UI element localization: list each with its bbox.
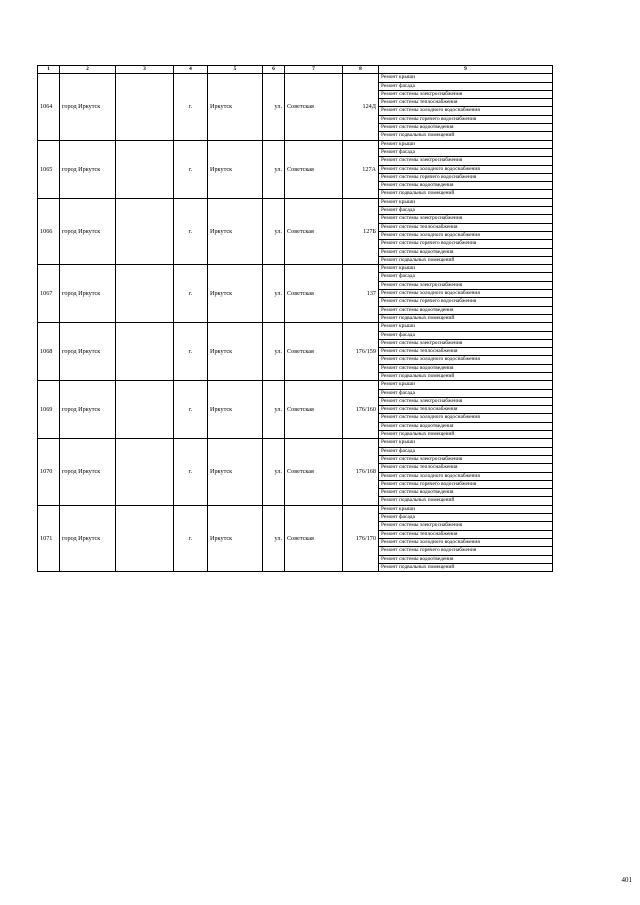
work-item: Ремонт системы водоотведения: [379, 182, 553, 190]
work-item: Ремонт системы водоотведения: [379, 248, 553, 256]
record-number: 1068: [38, 323, 60, 381]
settlement-type: г.: [174, 198, 208, 264]
page-number: 401: [621, 876, 632, 884]
empty-cell: [116, 74, 174, 140]
work-item: Ремонт системы холодного водоснабжения: [379, 231, 553, 239]
header-cell: 1: [38, 66, 60, 74]
settlement-type: г.: [174, 265, 208, 323]
work-item: Ремонт системы холодного водоснабжения: [379, 472, 553, 480]
work-item: Ремонт системы горячего водоснабжения: [379, 298, 553, 306]
work-item: Ремонт подвальных помещений: [379, 256, 553, 264]
street-name: Советская: [285, 439, 343, 505]
empty-cell: [116, 140, 174, 198]
city-name: Иркутск: [208, 505, 263, 571]
work-item: Ремонт системы электроснабжения: [379, 90, 553, 98]
city-name: Иркутск: [208, 323, 263, 381]
record-number: 1071: [38, 505, 60, 571]
street-name: Советская: [285, 140, 343, 198]
work-item: Ремонт системы холодного водоснабжения: [379, 414, 553, 422]
work-item: Ремонт системы холодного водоснабжения: [379, 165, 553, 173]
city-name: Иркутск: [208, 140, 263, 198]
work-item: Ремонт системы электроснабжения: [379, 339, 553, 347]
table-row: [38, 323, 553, 331]
empty-cell: [116, 439, 174, 505]
work-item: Ремонт фасада: [379, 82, 553, 90]
table-row: [38, 381, 553, 389]
record-number: 1069: [38, 381, 60, 439]
settlement-name: город Иркутск: [60, 265, 116, 323]
work-item: Ремонт подвальных помещений: [379, 190, 553, 198]
header-row: [38, 66, 553, 74]
work-item: Ремонт системы горячего водоснабжения: [379, 547, 553, 555]
city-name: Иркутск: [208, 439, 263, 505]
settlement-name: город Иркутск: [60, 439, 116, 505]
record-number: 1067: [38, 265, 60, 323]
street-name: Советская: [285, 505, 343, 571]
work-item: Ремонт системы холодного водоснабжения: [379, 107, 553, 115]
header-cell: 9: [379, 66, 553, 74]
header-cell: 7: [285, 66, 343, 74]
table-body: [38, 74, 553, 572]
work-item: Ремонт крыши: [379, 265, 553, 273]
settlement-type: г.: [174, 323, 208, 381]
work-item: Ремонт фасада: [379, 447, 553, 455]
street-type: ул.: [263, 198, 285, 264]
work-item: Ремонт системы теплоснабжения: [379, 348, 553, 356]
work-item: Ремонт подвальных помещений: [379, 314, 553, 322]
work-item: Ремонт подвальных помещений: [379, 431, 553, 439]
empty-cell: [116, 323, 174, 381]
work-item: Ремонт системы теплоснабжения: [379, 406, 553, 414]
repair-works-table: [37, 65, 553, 572]
settlement-type: г.: [174, 74, 208, 140]
work-item: Ремонт системы горячего водоснабжения: [379, 480, 553, 488]
work-item: Ремонт крыши: [379, 74, 553, 82]
record-number: 1064: [38, 74, 60, 140]
header-cell: 2: [60, 66, 116, 74]
street-type: ул.: [263, 439, 285, 505]
street-type: ул.: [263, 140, 285, 198]
record-number: 1066: [38, 198, 60, 264]
work-item: Ремонт системы электроснабжения: [379, 455, 553, 463]
empty-cell: [116, 265, 174, 323]
work-item: Ремонт подвальных помещений: [379, 132, 553, 140]
work-item: Ремонт системы теплоснабжения: [379, 223, 553, 231]
work-item: Ремонт подвальных помещений: [379, 372, 553, 380]
record-number: 1065: [38, 140, 60, 198]
table-row: [38, 265, 553, 273]
house-number: 176/159: [343, 323, 379, 381]
record-number: 1070: [38, 439, 60, 505]
street-type: ул.: [263, 381, 285, 439]
street-name: Советская: [285, 74, 343, 140]
street-name: Советская: [285, 265, 343, 323]
table-row: [38, 140, 553, 148]
table-row: [38, 198, 553, 206]
settlement-type: г.: [174, 439, 208, 505]
work-item: Ремонт фасада: [379, 331, 553, 339]
header-cell: 6: [263, 66, 285, 74]
settlement-name: город Иркутск: [60, 74, 116, 140]
work-item: Ремонт системы горячего водоснабжения: [379, 173, 553, 181]
work-item: Ремонт системы электроснабжения: [379, 157, 553, 165]
house-number: 176/170: [343, 505, 379, 571]
city-name: Иркутск: [208, 265, 263, 323]
empty-cell: [116, 505, 174, 571]
header-cell: 5: [208, 66, 263, 74]
work-item: Ремонт крыши: [379, 439, 553, 447]
table-row: [38, 439, 553, 447]
city-name: Иркутск: [208, 74, 263, 140]
city-name: Иркутск: [208, 198, 263, 264]
work-item: Ремонт фасада: [379, 273, 553, 281]
work-item: Ремонт системы холодного водоснабжения: [379, 290, 553, 298]
empty-cell: [116, 198, 174, 264]
work-item: Ремонт крыши: [379, 505, 553, 513]
work-item: Ремонт системы водоотведения: [379, 306, 553, 314]
work-item: Ремонт фасада: [379, 148, 553, 156]
street-type: ул.: [263, 323, 285, 381]
work-item: Ремонт системы электроснабжения: [379, 522, 553, 530]
work-item: Ремонт системы водоотведения: [379, 124, 553, 132]
header-cell: 4: [174, 66, 208, 74]
work-item: Ремонт системы теплоснабжения: [379, 530, 553, 538]
table-row: [38, 74, 553, 82]
work-item: Ремонт системы теплоснабжения: [379, 99, 553, 107]
empty-cell: [116, 381, 174, 439]
work-item: Ремонт крыши: [379, 198, 553, 206]
settlement-name: город Иркутск: [60, 323, 116, 381]
table-row: [38, 505, 553, 513]
header-cell: 8: [343, 66, 379, 74]
work-item: Ремонт крыши: [379, 323, 553, 331]
work-item: Ремонт фасада: [379, 514, 553, 522]
house-number: 137: [343, 265, 379, 323]
work-item: Ремонт системы водоотведения: [379, 364, 553, 372]
house-number: 124Д: [343, 74, 379, 140]
settlement-type: г.: [174, 140, 208, 198]
street-name: Советская: [285, 381, 343, 439]
street-type: ул.: [263, 265, 285, 323]
street-type: ул.: [263, 74, 285, 140]
settlement-type: г.: [174, 505, 208, 571]
settlement-name: город Иркутск: [60, 198, 116, 264]
work-item: Ремонт системы холодного водоснабжения: [379, 538, 553, 546]
work-item: Ремонт системы водоотведения: [379, 422, 553, 430]
work-item: Ремонт системы холодного водоснабжения: [379, 356, 553, 364]
house-number: 176/168: [343, 439, 379, 505]
work-item: Ремонт системы горячего водоснабжения: [379, 115, 553, 123]
work-item: Ремонт системы горячего водоснабжения: [379, 240, 553, 248]
header-cell: 3: [116, 66, 174, 74]
street-name: Советская: [285, 323, 343, 381]
street-name: Советская: [285, 198, 343, 264]
house-number: 176/160: [343, 381, 379, 439]
settlement-type: г.: [174, 381, 208, 439]
city-name: Иркутск: [208, 381, 263, 439]
work-item: Ремонт подвальных помещений: [379, 497, 553, 505]
work-item: Ремонт системы электроснабжения: [379, 215, 553, 223]
work-item: Ремонт крыши: [379, 140, 553, 148]
work-item: Ремонт фасада: [379, 389, 553, 397]
work-item: Ремонт системы электроснабжения: [379, 281, 553, 289]
street-type: ул.: [263, 505, 285, 571]
house-number: 127Б: [343, 198, 379, 264]
work-item: Ремонт системы водоотведения: [379, 489, 553, 497]
work-item: Ремонт системы теплоснабжения: [379, 464, 553, 472]
work-item: Ремонт системы электроснабжения: [379, 397, 553, 405]
settlement-name: город Иркутск: [60, 140, 116, 198]
settlement-name: город Иркутск: [60, 381, 116, 439]
work-item: Ремонт подвальных помещений: [379, 563, 553, 571]
work-item: Ремонт крыши: [379, 381, 553, 389]
settlement-name: город Иркутск: [60, 505, 116, 571]
work-item: Ремонт фасада: [379, 207, 553, 215]
house-number: 127А: [343, 140, 379, 198]
work-item: Ремонт системы водоотведения: [379, 555, 553, 563]
